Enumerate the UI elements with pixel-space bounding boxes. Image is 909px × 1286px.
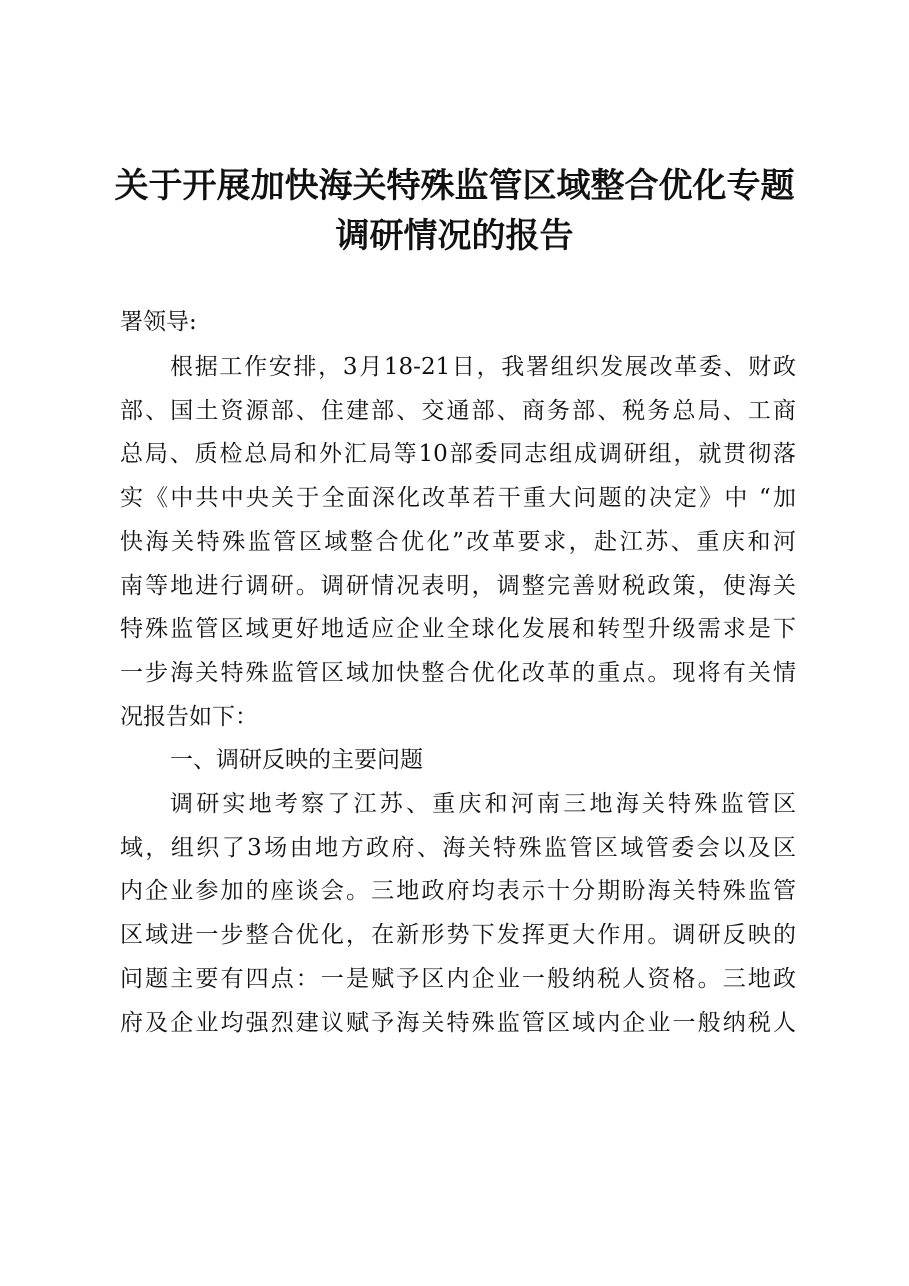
body-line: 一、调研反映的主要问题 bbox=[170, 747, 423, 773]
body-line: 一步海关特殊监管区域加快整合优化改革的重点。现将有关情 bbox=[120, 660, 796, 686]
salutation: 署领导: bbox=[120, 309, 197, 335]
document-title-line-1: 关于开展加快海关特殊监管区域整合优化专题 bbox=[114, 166, 795, 206]
body-line: 府及企业均强烈建议赋予海关特殊监管区域内企业一般纳税人 bbox=[120, 1010, 796, 1036]
body-line: 内企业参加的座谈会。三地政府均表示十分期盼海关特殊监管 bbox=[120, 878, 796, 904]
body-line: 快海关特殊监管区域整合优化”改革要求，赴江苏、重庆和河 bbox=[120, 529, 796, 555]
body-line: 况报告如下： bbox=[120, 704, 258, 730]
body-line: 域，组织了3场由地方政府、海关特殊监管区域管委会以及区 bbox=[120, 835, 796, 861]
body-line: 特殊监管区域更好地适应企业全球化发展和转型升级需求是下 bbox=[120, 616, 796, 642]
body-line: 问题主要有四点：一是赋予区内企业一般纳税人资格。三地政 bbox=[120, 966, 796, 992]
body-line: 实《中共中央关于全面深化改革若干重大问题的决定》中 “加 bbox=[120, 485, 796, 511]
body-line: 南等地进行调研。调研情况表明，调整完善财税政策，使海关 bbox=[120, 573, 796, 599]
body-line: 区域进一步整合优化，在新形势下发挥更大作用。调研反映的 bbox=[120, 922, 796, 948]
document-title-line-2: 调研情况的报告 bbox=[335, 216, 574, 256]
body-line: 总局、质检总局和外汇局等10部委同志组成调研组，就贯彻落 bbox=[120, 441, 796, 467]
body-line: 根据工作安排，3月18-21日，我署组织发展改革委、财政 bbox=[170, 354, 796, 380]
body-line: 调研实地考察了江苏、重庆和河南三地海关特殊监管区 bbox=[170, 791, 796, 817]
body-line: 部、国土资源部、住建部、交通部、商务部、税务总局、工商 bbox=[120, 398, 796, 424]
